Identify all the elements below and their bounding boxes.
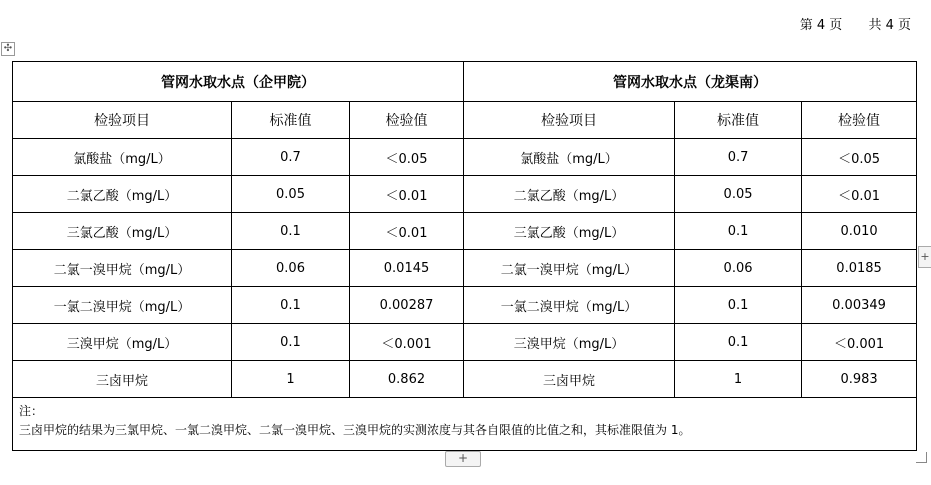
table-cell: 0.05	[675, 176, 802, 213]
page-number: 第 4 页	[799, 18, 843, 33]
note-text: 三卤甲烷的结果为三氯甲烷、一氯二溴甲烷、二氯一溴甲烷、三溴甲烷的实测浓度与其各自限值的比值之和，其标准限值为 1。	[19, 423, 691, 437]
table-row	[13, 287, 917, 324]
table-cell: ＜0.05	[802, 139, 917, 176]
table-row	[13, 176, 917, 213]
table-row	[13, 324, 917, 361]
table-cell: 0.1	[675, 287, 802, 324]
table-cell: 0.0185	[802, 250, 917, 287]
table-move-handle-icon[interactable]: ✣	[1, 42, 15, 56]
table-cell: 三氯乙酸（mg/L）	[464, 213, 675, 250]
table-row	[13, 213, 917, 250]
column-header: 检验项目	[464, 102, 675, 139]
table-cell: ＜0.01	[802, 176, 917, 213]
results-table	[12, 61, 917, 451]
table-cell: ＜0.05	[350, 139, 464, 176]
table-cell: 一氯二溴甲烷（mg/L）	[13, 287, 232, 324]
table-cell: 0.1	[675, 324, 802, 361]
table-cell: 1	[675, 361, 802, 398]
table-cell: 0.06	[232, 250, 350, 287]
column-header: 检验值	[802, 102, 917, 139]
table-cell: 三氯乙酸（mg/L）	[13, 213, 232, 250]
add-row-button[interactable]: +	[445, 451, 481, 467]
column-header: 检验项目	[13, 102, 232, 139]
page-header	[778, 14, 911, 33]
table-cell: 0.0145	[350, 250, 464, 287]
table-cell: 0.7	[675, 139, 802, 176]
table-cell: 二氯一溴甲烷（mg/L）	[464, 250, 675, 287]
table-cell: ＜0.001	[802, 324, 917, 361]
note-cell	[13, 398, 917, 451]
table-cell: 二氯一溴甲烷（mg/L）	[13, 250, 232, 287]
add-column-button[interactable]: +	[918, 246, 931, 268]
table-cell: 0.1	[232, 287, 350, 324]
table-cell: 三卤甲烷	[464, 361, 675, 398]
table-cell: 0.862	[350, 361, 464, 398]
column-header: 标准值	[675, 102, 802, 139]
column-header: 检验值	[350, 102, 464, 139]
note-row	[13, 398, 917, 451]
table-cell: 0.7	[232, 139, 350, 176]
column-header-row	[13, 102, 917, 139]
table-row	[13, 139, 917, 176]
table-cell: 0.06	[675, 250, 802, 287]
table-cell: 氯酸盐（mg/L）	[13, 139, 232, 176]
note-label: 注：	[19, 404, 44, 418]
page-total: 共 4 页	[868, 18, 911, 33]
table-cell: 0.00287	[350, 287, 464, 324]
table-cell: 0.1	[232, 213, 350, 250]
table-cell: ＜0.01	[350, 176, 464, 213]
table-resize-handle-icon[interactable]	[916, 452, 927, 463]
table-cell: 氯酸盐（mg/L）	[464, 139, 675, 176]
group-header-row	[13, 62, 917, 102]
table-cell: 0.00349	[802, 287, 917, 324]
group-title-2: 管网水取水点（龙渠南）	[464, 62, 917, 102]
table-cell: 1	[232, 361, 350, 398]
table-row	[13, 250, 917, 287]
table-cell: 0.05	[232, 176, 350, 213]
group-title-1: 管网水取水点（企甲院）	[13, 62, 464, 102]
table-cell: 三溴甲烷（mg/L）	[464, 324, 675, 361]
table-cell: 0.983	[802, 361, 917, 398]
table-cell: 0.1	[232, 324, 350, 361]
table-cell: 0.1	[675, 213, 802, 250]
table-cell: 一氯二溴甲烷（mg/L）	[464, 287, 675, 324]
table-cell: 三卤甲烷	[13, 361, 232, 398]
table-cell: ＜0.001	[350, 324, 464, 361]
table-cell: ＜0.01	[350, 213, 464, 250]
column-header: 标准值	[232, 102, 350, 139]
table-cell: 二氯乙酸（mg/L）	[464, 176, 675, 213]
table-cell: 0.010	[802, 213, 917, 250]
table-row	[13, 361, 917, 398]
table-cell: 二氯乙酸（mg/L）	[13, 176, 232, 213]
table-cell: 三溴甲烷（mg/L）	[13, 324, 232, 361]
